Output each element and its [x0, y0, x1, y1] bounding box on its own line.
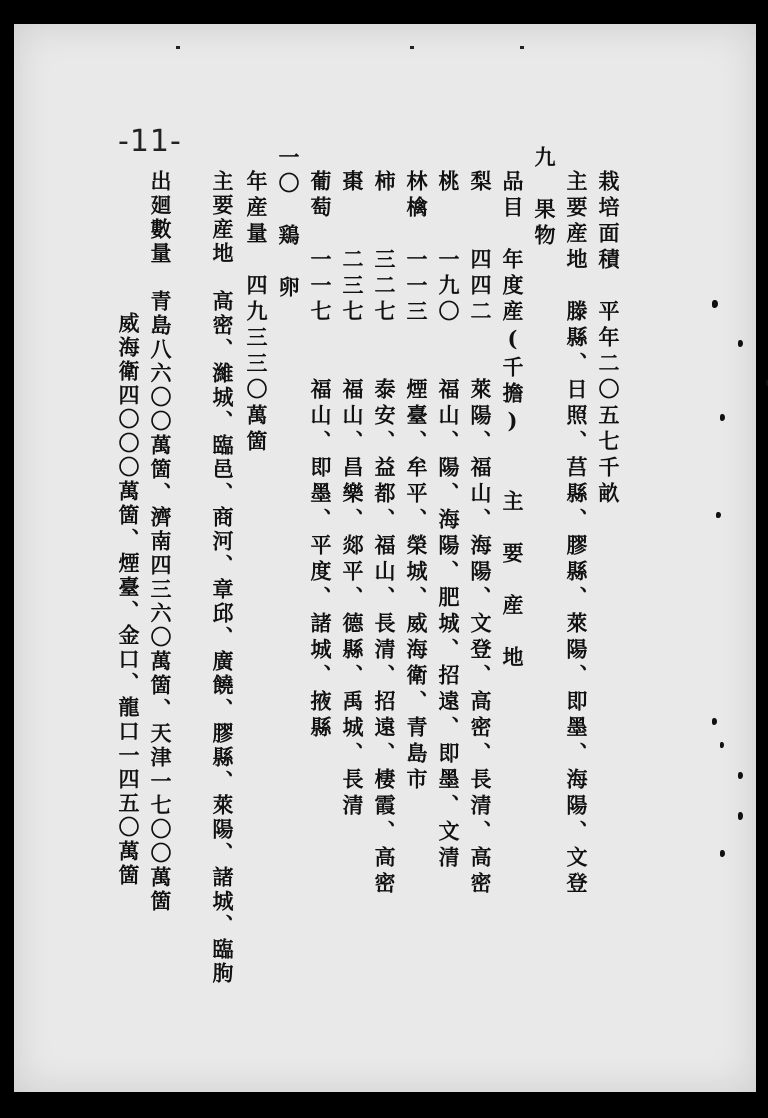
fruit-row-peach: 桃 一九〇 福山、陽、海陽、肥城、招遠、即墨、文清 [436, 170, 461, 872]
fruit-row-persimmon: 柿 三二七 泰安、益都、福山、長清、招遠、棲霞、高密 [372, 170, 397, 898]
main-production-areas-line: 主要産地 滕縣、日照、莒縣、膠縣、萊陽、即墨、海陽、文登 [564, 170, 589, 898]
scan-speck [176, 46, 180, 49]
section-heading-fruits: 九 果物 [532, 146, 557, 250]
egg-annual-output: 年産量 四九三三〇萬箇 [244, 170, 269, 456]
fruit-row-pear: 梨 四四二 萊陽、福山、海陽、文登、高密、長清、高密 [468, 170, 493, 898]
fruit-row-apple: 林檎 一一三 煙臺、牟平、榮城、威海衛、青島市 [404, 170, 429, 794]
fruit-row-grape: 葡萄 一一七 福山、即墨、平度、諸城、掖縣 [308, 170, 333, 742]
fruit-row-jujube: 棗 二三七 福山、昌樂、郯平、德縣、禹城、長清 [340, 170, 365, 820]
cultivation-area-line: 栽培面積 平年二〇五七千畝 [596, 170, 621, 508]
scan-speck [410, 46, 414, 49]
page-number: -11- [118, 124, 182, 159]
scan-speck [520, 46, 524, 49]
egg-main-areas: 主要産地 高密、濰城、臨邑、商河、章邱、廣饒、膠縣、萊陽、諸城、臨朐 [210, 170, 235, 986]
egg-shipment-quantity: 出廻數量 青島八六〇〇萬箇、濟南四三六〇萬箇、天津一七〇〇萬箇 [148, 170, 173, 914]
section-heading-eggs: 一〇 鶏 卵 [276, 146, 301, 302]
fruit-table-header: 品目 年度産(千擔) 主 要 産 地 [500, 170, 525, 672]
egg-shipment-quantity-cont: 威海衛四〇〇〇萬箇、煙臺、金口、龍口一四五〇萬箇 [116, 312, 141, 888]
